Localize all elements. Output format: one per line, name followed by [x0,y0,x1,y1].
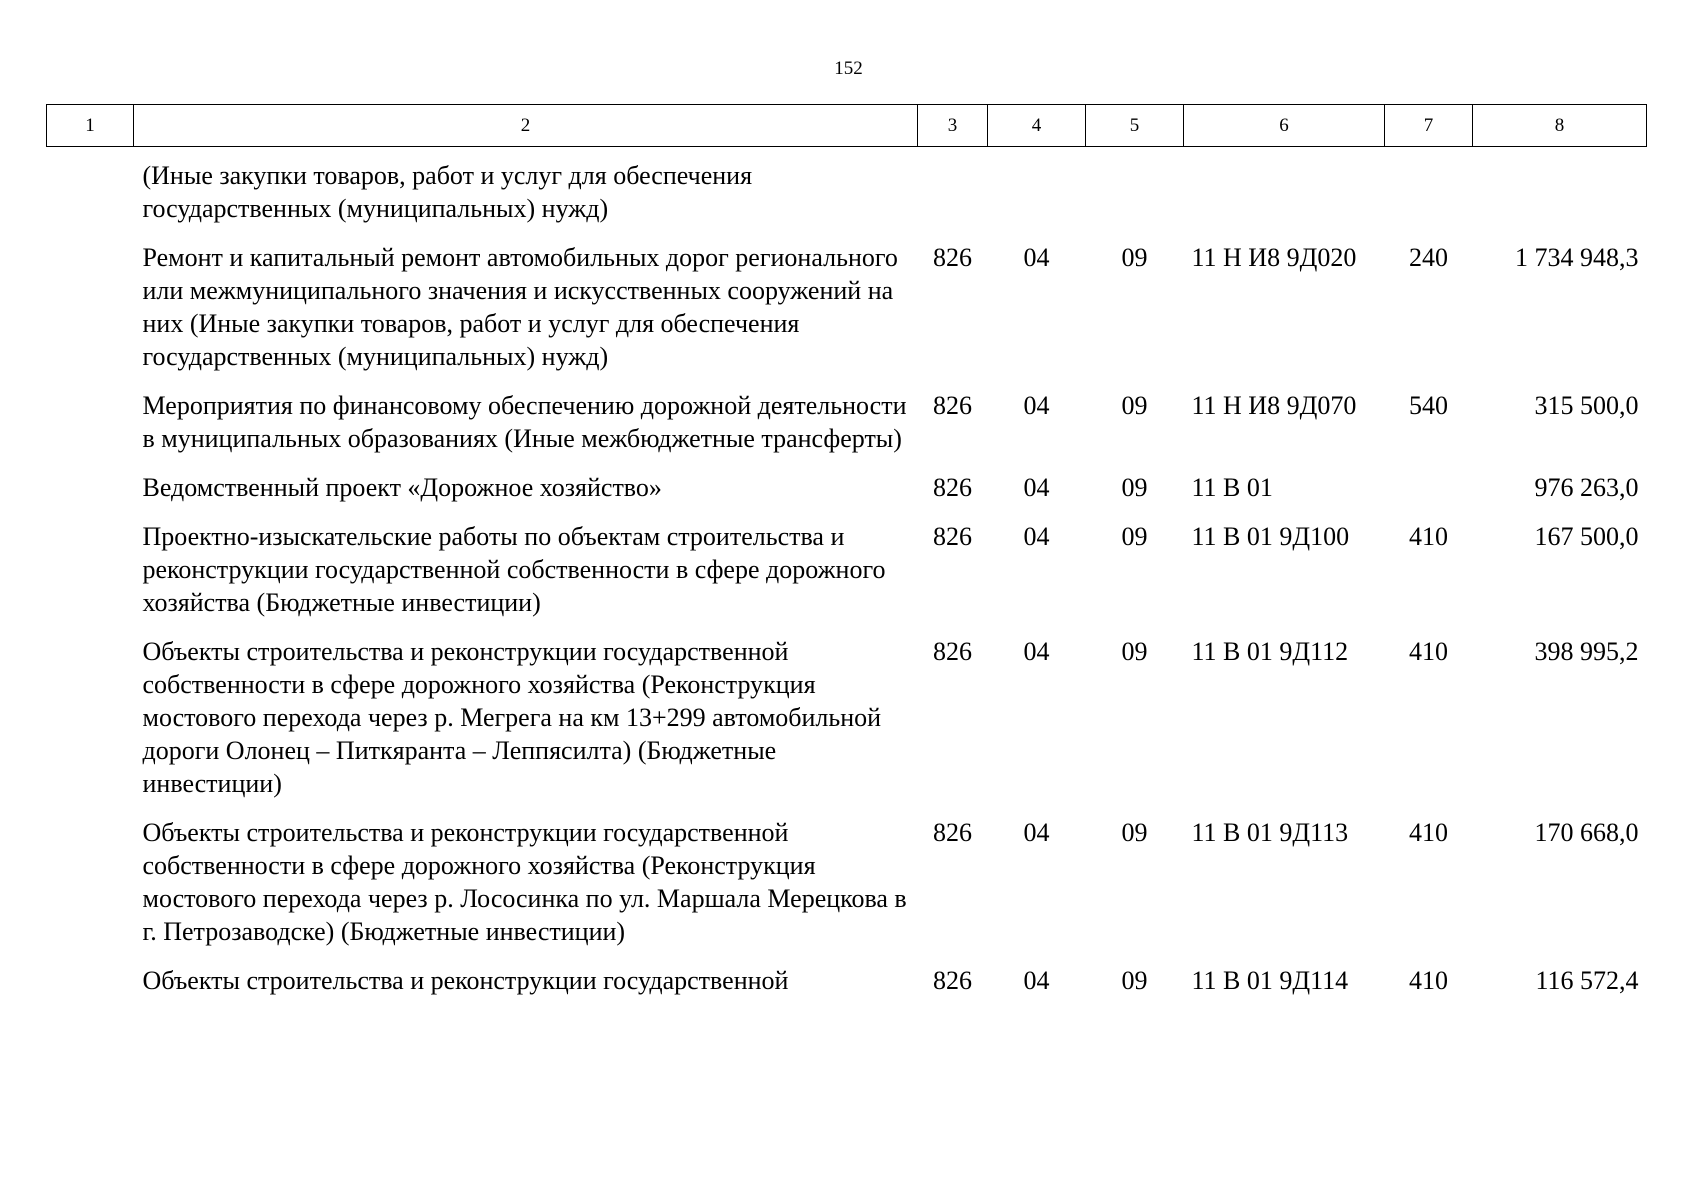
table-row [47,520,1647,635]
table-row [47,471,1647,520]
row-vr [1385,147,1473,242]
budget-table [46,104,1647,1013]
row-pr: 09 [1121,818,1148,847]
row-rz: 04 [1023,243,1050,272]
table-row [47,635,1647,816]
row-name: Ведомственный проект «Дорожное хозяйство» [142,473,662,502]
row-rz: 04 [1023,966,1050,995]
row-vr: 410 [1409,966,1448,995]
column-header-1: 1 [47,105,134,147]
row-rz: 04 [1023,522,1050,551]
row-gr: 826 [933,391,972,420]
table-header [47,105,1647,147]
row-rz: 04 [1023,818,1050,847]
row-sum: 170 668,0 [1534,818,1639,847]
row-rz: 04 [1023,391,1050,420]
column-header-5: 5 [1086,105,1184,147]
row-vr [1385,471,1473,520]
table-body [47,147,1647,1014]
row-vr: 410 [1409,818,1448,847]
row-gr: 826 [933,966,972,995]
row-gr: 826 [933,818,972,847]
row-name: Объекты строительства и реконструкции государственной [142,966,789,995]
column-header-8: 8 [1473,105,1647,147]
table-row [47,241,1647,389]
row-gr [918,147,988,242]
row-pr: 09 [1121,473,1148,502]
row-sum: 315 500,0 [1534,391,1639,420]
row-sum: 398 995,2 [1534,637,1639,666]
row-sum: 1 734 948,3 [1515,243,1639,272]
row-csr: 11 Н И8 9Д020 [1191,243,1357,272]
row-name: Объекты строительства и реконструкции государственной собственности в сфере дорожного хозяйства (Реконструкция мостового перехода через р. Мегрега на км 13+299 автомобильной дороги Олонец – Питкяранта – Леппясилта) (Бюджетные инвестиции) [142,637,882,798]
row-sum [1473,147,1647,242]
row-rz: 04 [1023,473,1050,502]
row-pr [1086,147,1184,242]
table-row [47,147,1647,242]
row-name: Мероприятия по финансовому обеспечению дорожной деятельности в муниципальных образованиях (Иные межбюджетные трансферты) [142,391,907,453]
row-sum: 116 572,4 [1535,966,1639,995]
table-row [47,389,1647,471]
row-name: Ремонт и капитальный ремонт автомобильных дорог регионального или межмуниципального значения и искусственных сооружений на них (Иные закупки товаров, работ и услуг для обеспечения государственных (муниципальных) нужд) [142,243,898,371]
table-row [47,964,1647,1013]
row-name: Проектно-изыскательские работы по объектам строительства и реконструкции государственной собственности в сфере дорожного хозяйства (Бюджетные инвестиции) [142,522,886,617]
row-gr: 826 [933,473,972,502]
row-vr: 240 [1409,243,1448,272]
row-name: Объекты строительства и реконструкции государственной собственности в сфере дорожного хозяйства (Реконструкция мостового перехода через р. Лососинка по ул. Маршала Мерецкова в г. Петрозаводске) (Бюджетные инвестиции) [142,818,907,946]
row-gr: 826 [933,637,972,666]
row-csr: 11 В 01 9Д112 [1191,637,1349,666]
row-csr [1184,147,1385,242]
column-header-4: 4 [988,105,1086,147]
row-pr: 09 [1121,522,1148,551]
header-row [47,105,1647,147]
row-csr: 11 В 01 9Д113 [1191,818,1349,847]
row-csr: 11 В 01 9Д114 [1191,966,1349,995]
row-rz [988,147,1086,242]
row-pr: 09 [1121,243,1148,272]
row-vr: 540 [1409,391,1448,420]
column-header-3: 3 [918,105,988,147]
column-header-7: 7 [1385,105,1473,147]
row-csr: 11 Н И8 9Д070 [1191,391,1357,420]
row-gr: 826 [933,522,972,551]
column-header-2: 2 [134,105,918,147]
row-sum: 167 500,0 [1534,522,1639,551]
row-csr: 11 В 01 9Д100 [1191,522,1350,551]
row-pr: 09 [1121,391,1148,420]
table-row [47,816,1647,964]
row-gr: 826 [933,243,972,272]
row-name: (Иные закупки товаров, работ и услуг для обеспечения государственных (муниципальных) нужд) [142,161,753,223]
row-rz: 04 [1023,637,1050,666]
row-csr: 11 В 01 [1191,473,1273,502]
row-vr: 410 [1409,522,1448,551]
row-pr: 09 [1121,637,1148,666]
page-number: 152 [834,58,863,79]
row-sum: 976 263,0 [1534,473,1639,502]
column-header-6: 6 [1184,105,1385,147]
row-vr: 410 [1409,637,1448,666]
row-pr: 09 [1121,966,1148,995]
